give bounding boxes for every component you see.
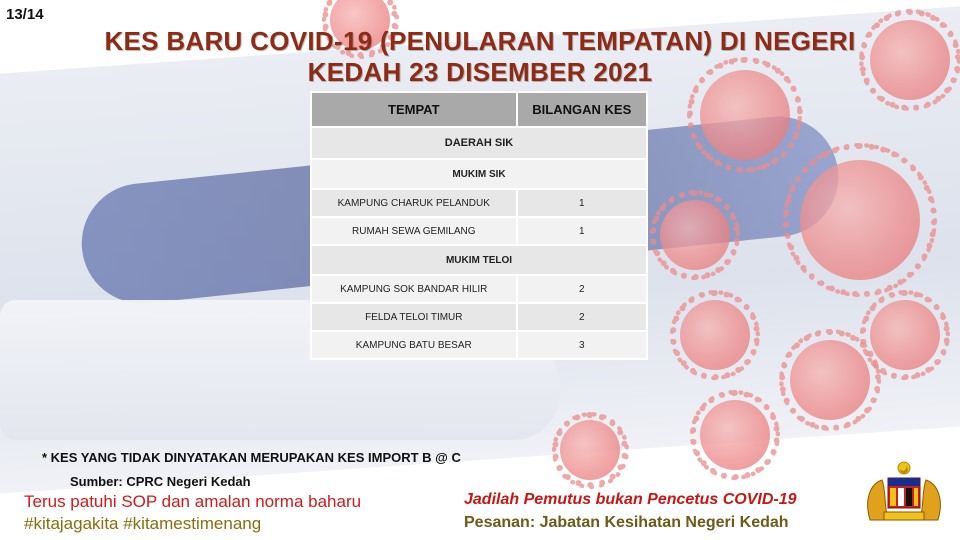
- malaysia-coat-of-arms-icon: [860, 460, 948, 524]
- table-row: [311, 303, 647, 331]
- table-row: [311, 331, 647, 359]
- virus-icon: [680, 300, 750, 370]
- count-cell: 1: [517, 217, 647, 245]
- virus-icon: [560, 420, 620, 480]
- place-cell: KAMPUNG SOK BANDAR HILIR: [311, 275, 517, 303]
- virus-icon: [800, 160, 920, 280]
- place-cell: KAMPUNG BATU BESAR: [311, 331, 517, 359]
- table-row: [311, 275, 647, 303]
- column-header-count: BILANGAN KES: [517, 92, 647, 127]
- place-cell: FELDA TELOI TIMUR: [311, 303, 517, 331]
- page-title-line1: KES BARU COVID-19 (PENULARAN TEMPATAN) DI NEGERI: [104, 26, 856, 56]
- mukim-row: [311, 159, 647, 189]
- place-cell: KAMPUNG CHARUK PELANDUK: [311, 189, 517, 217]
- place-cell: RUMAH SEWA GEMILANG: [311, 217, 517, 245]
- source-label: Sumber: CPRC Negeri Kedah: [70, 474, 251, 489]
- hashtags: #kitajagakita #kitamestimenang: [24, 514, 262, 533]
- count-cell: 2: [517, 275, 647, 303]
- count-cell: 1: [517, 189, 647, 217]
- column-header-place: TEMPAT: [311, 92, 517, 127]
- mukim-row: [311, 245, 647, 275]
- virus-icon: [660, 200, 730, 270]
- virus-icon: [870, 20, 950, 100]
- page-title-line2: KEDAH 23 DISEMBER 2021: [307, 57, 653, 87]
- sop-reminder: Terus patuhi SOP dan amalan norma baharu: [24, 492, 362, 511]
- virus-icon: [790, 340, 870, 420]
- mukim-label: MUKIM TELOI: [311, 245, 647, 275]
- district-label: DAERAH SIK: [311, 127, 647, 159]
- virus-icon: [870, 300, 940, 370]
- mukim-label: MUKIM SIK: [311, 159, 647, 189]
- district-row: [311, 127, 647, 159]
- count-cell: 2: [517, 303, 647, 331]
- page-number: 13/14: [6, 6, 44, 23]
- slogan: Jadilah Pemutus bukan Pencetus COVID-19: [464, 491, 797, 508]
- import-case-note: * KES YANG TIDAK DINYATAKAN MERUPAKAN KES IMPORT B @ C: [42, 450, 461, 465]
- virus-icon: [700, 400, 770, 470]
- table-row: [311, 189, 647, 217]
- table-header-row: [311, 92, 647, 127]
- table-row: [311, 217, 647, 245]
- message-from: Pesanan: Jabatan Kesihatan Negeri Kedah: [464, 514, 789, 531]
- cases-table: [310, 91, 648, 360]
- count-cell: 3: [517, 331, 647, 359]
